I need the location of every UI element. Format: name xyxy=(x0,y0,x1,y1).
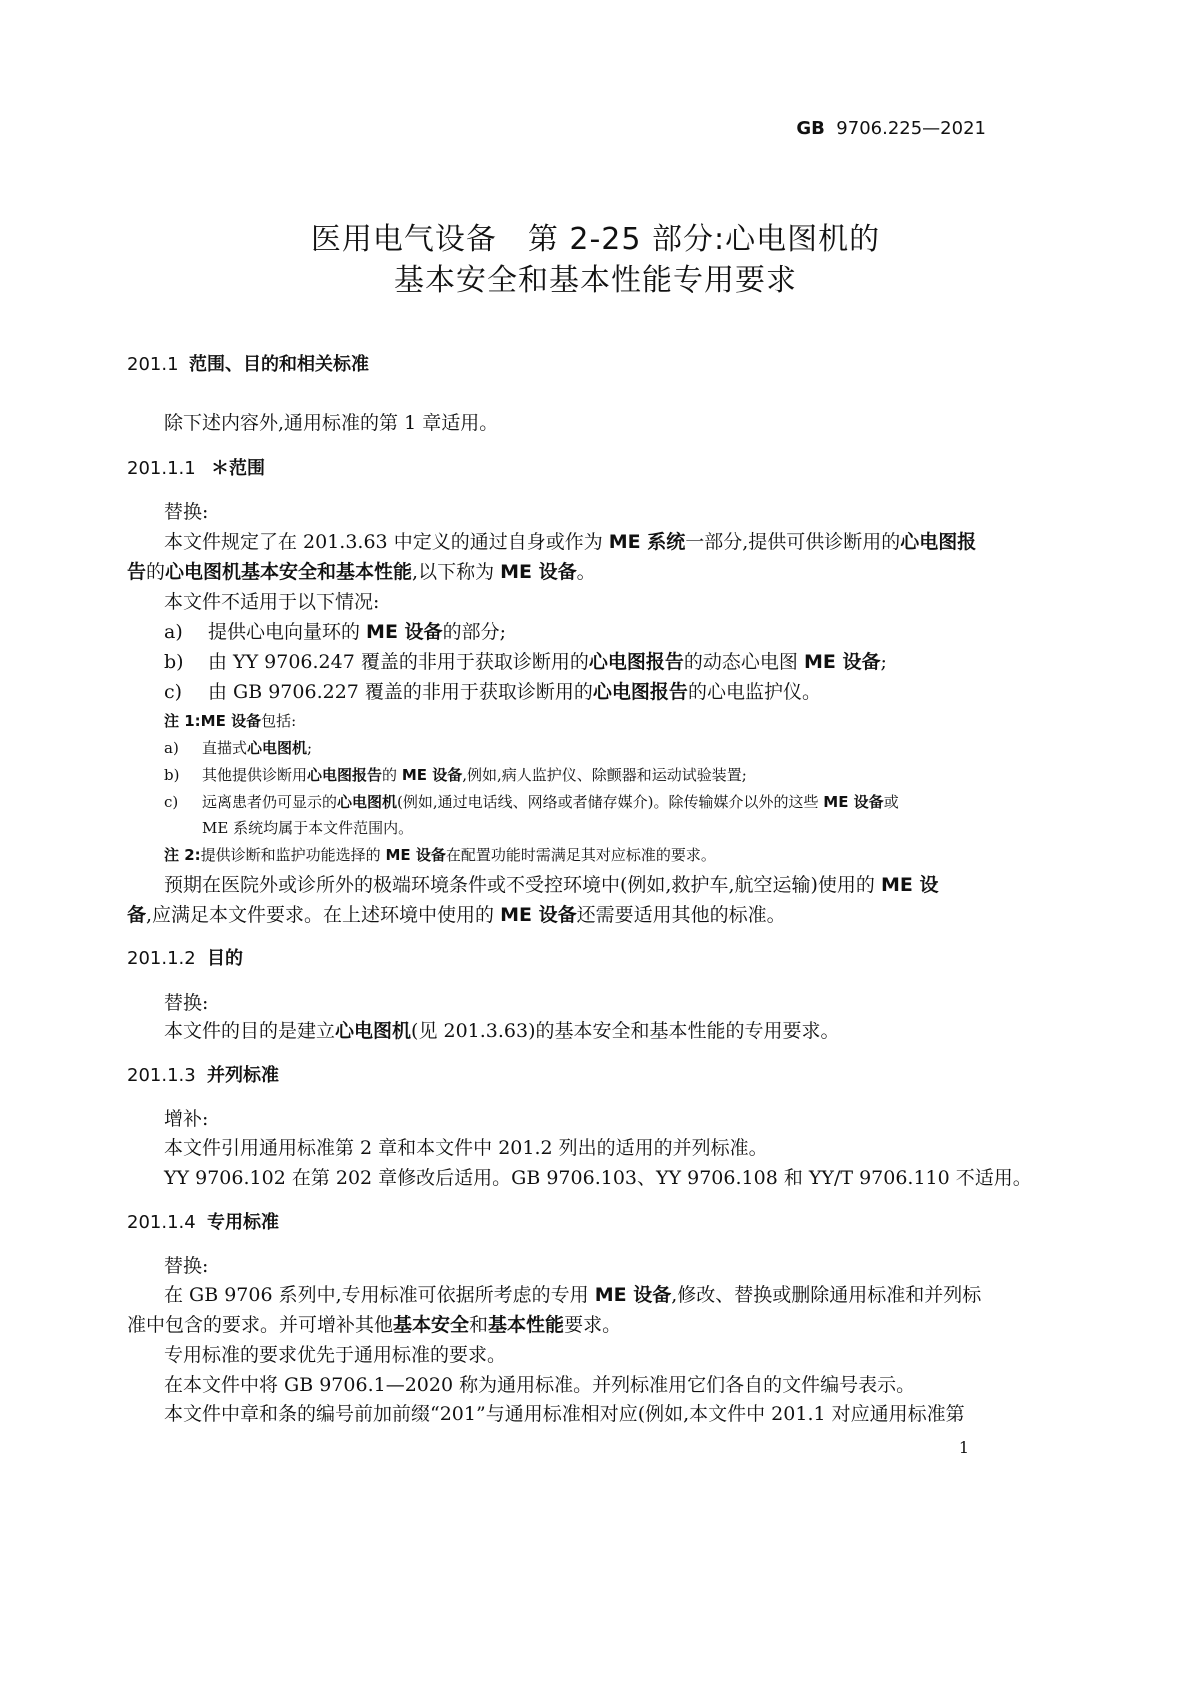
particular-paragraph-2: 专用标准的要求优先于通用标准的要求。 xyxy=(164,1344,507,1366)
list-marker: a) xyxy=(164,621,183,643)
particular-paragraph-1-line-1 xyxy=(164,1280,981,1307)
list-item xyxy=(164,677,821,704)
term-me-equipment: ME 设备 xyxy=(200,712,262,730)
standard-number: 9706.225—2021 xyxy=(836,118,986,139)
purpose-replace-label: 替换: xyxy=(164,992,209,1014)
heading-number: 201.1 xyxy=(127,354,179,375)
text: 的心电监护仪。 xyxy=(687,681,821,703)
text: 的 xyxy=(146,561,166,583)
term-me-equipment: ME 设备 xyxy=(366,621,443,643)
term-me-equipment: ME 设备 xyxy=(401,766,463,784)
text: 在配置功能时需满足其对应标准的要求。 xyxy=(445,846,716,864)
text: 由 YY 9706.247 覆盖的非用于获取诊断用的 xyxy=(208,651,589,673)
text: 和 xyxy=(469,1314,489,1336)
heading-title: 范围、目的和相关标准 xyxy=(189,354,369,375)
note-label: 注 2: xyxy=(164,846,201,864)
text: 本文件的目的是建立 xyxy=(164,1020,336,1042)
term-me-equipment: ME 设备 xyxy=(823,793,884,811)
scope-paragraph-3-line-1 xyxy=(164,870,938,897)
text: 的 xyxy=(382,766,402,784)
heading-title: 目的 xyxy=(207,948,243,969)
heading-201-1-3 xyxy=(127,1061,279,1087)
term-ecg-report: 心电图报 xyxy=(900,531,977,553)
note-1 xyxy=(164,710,296,731)
list-item xyxy=(164,617,506,644)
document-code xyxy=(796,118,986,139)
text: 包括: xyxy=(261,712,297,730)
text: 的动态心电图 xyxy=(683,651,804,673)
term-me-equipment: ME 设备 xyxy=(385,846,446,864)
heading-201-1-2 xyxy=(127,944,243,970)
text: (见 201.3.63)的基本安全和基本性能的专用要求。 xyxy=(411,1020,840,1042)
heading-number: 201.1.4 xyxy=(127,1212,196,1233)
text: 。 xyxy=(576,561,596,583)
text: 准中包含的要求。并可增补其他 xyxy=(127,1314,394,1336)
term-essential-performance: 基本性能 xyxy=(488,1314,565,1336)
scope-replace-label: 替换: xyxy=(164,501,209,523)
note-list-item xyxy=(164,764,747,785)
term-me-equipment: ME 设备 xyxy=(594,1284,672,1306)
heading-title: 并列标准 xyxy=(207,1065,279,1086)
intro-paragraph: 除下述内容外,通用标准的第 1 章适用。 xyxy=(164,412,499,434)
heading-title: 专用标准 xyxy=(207,1212,279,1233)
text: 提供诊断和监护功能选择的 xyxy=(200,846,386,864)
text: 要求。 xyxy=(564,1314,622,1336)
note-list-item xyxy=(164,737,312,758)
particular-paragraph-4: 本文件中章和条的编号前加前缀“201”与通用标准相对应(例如,本文件中 201.1 对应通用标准第 xyxy=(164,1403,965,1425)
collateral-paragraph-2: YY 9706.102 在第 202 章修改后适用。GB 9706.103、YY 9706.108 和 YY/T 9706.110 不适用。 xyxy=(164,1167,1032,1189)
text: 直描式 xyxy=(202,739,248,757)
text: ,以下称为 xyxy=(412,561,501,583)
heading-number: 201.1.1 xyxy=(127,458,196,479)
particular-replace-label: 替换: xyxy=(164,1255,209,1277)
term-ecg-report: 心电图报告 xyxy=(592,681,688,703)
list-marker: b) xyxy=(164,766,180,784)
scope-paragraph-3-line-2 xyxy=(127,900,786,927)
text: (例如,通过电话线、网络或者储存媒介)。除传输媒介以外的这些 xyxy=(397,793,824,811)
title-line-1: 医用电气设备 第 2-25 部分:心电图机的 xyxy=(310,222,881,257)
term-ecg-report: 心电图报告 xyxy=(307,766,383,784)
list-marker: b) xyxy=(164,651,184,673)
text: 一部分,提供可供诊断用的 xyxy=(685,531,901,553)
particular-paragraph-1-line-2 xyxy=(127,1310,621,1337)
note-2 xyxy=(164,844,716,865)
term-basic-safety: 心电图机基本安全和基本性能 xyxy=(165,561,413,583)
text: ; xyxy=(880,651,887,673)
list-marker: a) xyxy=(164,739,179,757)
text: 由 GB 9706.227 覆盖的非用于获取诊断用的 xyxy=(208,681,593,703)
heading-201-1 xyxy=(127,350,369,376)
text: ,应满足本文件要求。在上述环境中使用的 xyxy=(146,904,501,926)
text: 或 xyxy=(883,793,899,811)
purpose-paragraph xyxy=(164,1016,840,1043)
term-me-equipment-end: 备 xyxy=(127,904,147,926)
term-me-equipment: ME 设备 xyxy=(803,651,881,673)
text: ,例如,病人监护仪、除颤器和运动试验装置; xyxy=(462,766,747,784)
text: 的部分; xyxy=(442,621,506,643)
list-marker: c) xyxy=(164,793,179,811)
scope-paragraph-1-line-2 xyxy=(127,557,596,584)
heading-title: ＊范围 xyxy=(211,458,265,479)
text: 还需要适用其他的标准。 xyxy=(576,904,786,926)
text: 预期在医院外或诊所外的极端环境条件或不受控环境中(例如,救护车,航空运输)使用的 xyxy=(164,874,881,896)
text: 在 GB 9706 系列中,专用标准可依据所考虑的专用 xyxy=(164,1284,595,1306)
heading-number: 201.1.2 xyxy=(127,948,196,969)
term-ecg-report: 心电图报告 xyxy=(588,651,684,673)
scope-paragraph-1-line-1 xyxy=(164,527,976,554)
term-ecg-report-end: 告 xyxy=(127,561,147,583)
term-basic-safety: 基本安全 xyxy=(393,1314,470,1336)
list-marker: c) xyxy=(164,681,183,703)
standard-code: GB xyxy=(796,118,825,139)
text: 其他提供诊断用 xyxy=(202,766,308,784)
collateral-paragraph-1: 本文件引用通用标准第 2 章和本文件中 201.2 列出的适用的并列标准。 xyxy=(164,1137,768,1159)
note-list-item xyxy=(164,791,899,812)
note-label: 注 1: xyxy=(164,712,201,730)
heading-201-1-4 xyxy=(127,1208,279,1234)
term-ecg-machine: 心电图机 xyxy=(335,1020,412,1042)
term-me-system: ME 系统 xyxy=(608,531,686,553)
particular-paragraph-3: 在本文件中将 GB 9706.1—2020 称为通用标准。并列标准用它们各自的文件编号表示。 xyxy=(164,1374,916,1396)
text: ; xyxy=(307,739,313,757)
text: 提供心电向量环的 xyxy=(208,621,367,643)
list-item xyxy=(164,647,887,674)
note-list-item-continuation: ME 系统均属于本文件范围内。 xyxy=(202,819,414,837)
text: 本文件规定了在 201.3.63 中定义的通过自身或作为 xyxy=(164,531,609,553)
term-ecg-machine: 心电图机 xyxy=(247,739,308,757)
title-line-2: 基本安全和基本性能专用要求 xyxy=(394,263,797,298)
term-me-equipment: ME 设备 xyxy=(500,561,577,583)
scope-paragraph-2: 本文件不适用于以下情况: xyxy=(164,591,380,613)
term-me-equipment: ME 设 xyxy=(880,874,939,896)
heading-number: 201.1.3 xyxy=(127,1065,196,1086)
page-number: 1 xyxy=(958,1438,969,1457)
term-me-equipment: ME 设备 xyxy=(500,904,577,926)
term-ecg-machine: 心电图机 xyxy=(337,793,398,811)
text: ,修改、替换或删除通用标准和并列标 xyxy=(671,1284,982,1306)
text: 远离患者仍可显示的 xyxy=(202,793,338,811)
collateral-add-label: 增补: xyxy=(164,1108,209,1130)
heading-201-1-1 xyxy=(127,454,265,480)
